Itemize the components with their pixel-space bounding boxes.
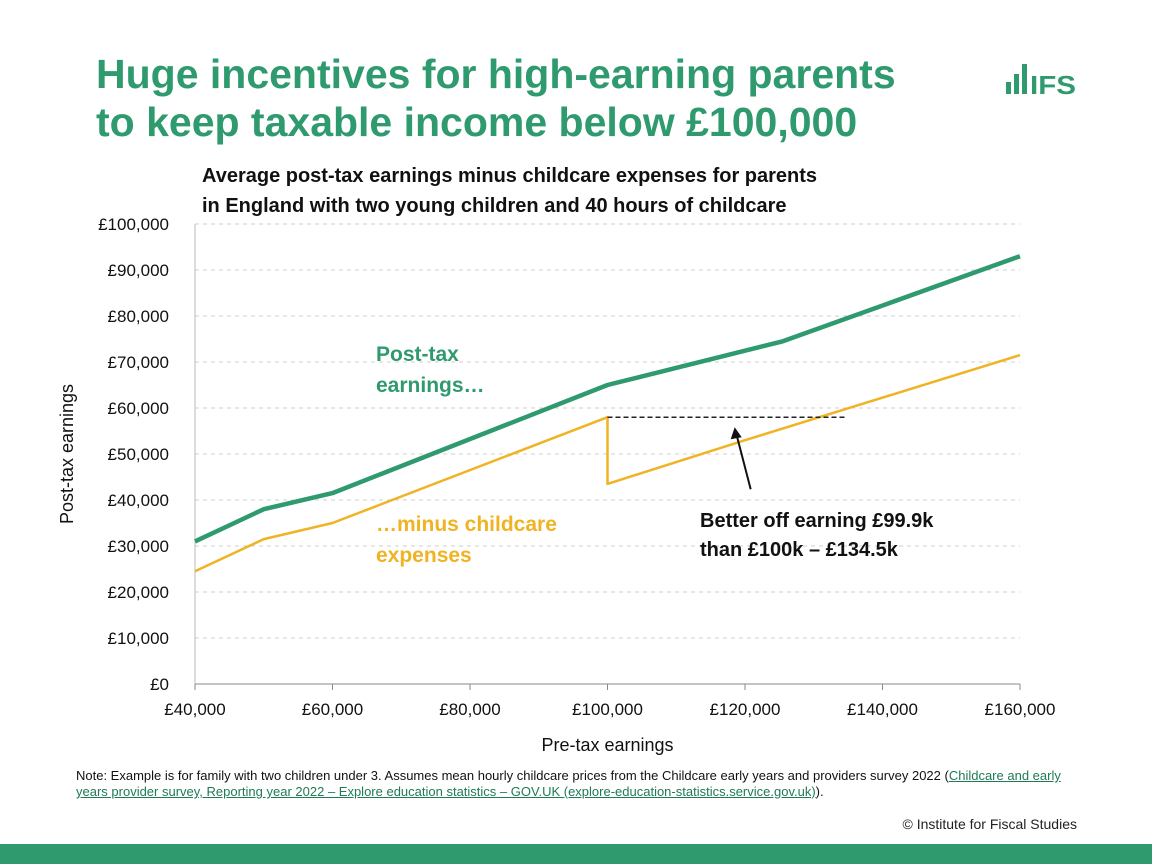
y-tick-label: £90,000 xyxy=(107,261,169,280)
annotation-arrowhead xyxy=(731,427,742,439)
x-axis-title: Pre-tax earnings xyxy=(541,735,674,755)
y-tick-label: £70,000 xyxy=(107,353,169,372)
note-prefix: Note: Example is for family with two children under 3. Assumes mean hourly childcare prices from the Childcare early years and providers survey 2022 ( xyxy=(76,768,949,783)
footnote xyxy=(76,768,1076,800)
slide-title xyxy=(96,50,996,146)
line-chart xyxy=(0,150,1152,760)
chart-title-line-2: in England with two young children and 40 hours of childcare xyxy=(202,195,787,217)
x-tick-label: £160,000 xyxy=(984,700,1056,719)
survey-link[interactable]: Childcare and early years provider survey, Reporting year 2022 – Explore education statistics – GOV.UK (explore-education-statistics.service.gov.uk) xyxy=(76,768,1061,799)
y-tick-label: £60,000 xyxy=(107,399,169,418)
y-axis-title: Post-tax earnings xyxy=(57,383,77,525)
post-tax-earnings-label: Post-tax xyxy=(376,343,459,366)
x-tick-label: £120,000 xyxy=(709,700,781,719)
annotation xyxy=(608,417,935,561)
copyright: © Institute for Fiscal Studies xyxy=(902,816,1077,832)
minus-childcare-label: expenses xyxy=(376,544,472,567)
x-tick-label: £140,000 xyxy=(847,700,918,719)
y-tick-label: £10,000 xyxy=(107,629,169,648)
x-tick-label: £60,000 xyxy=(301,700,364,719)
y-tick-label: £50,000 xyxy=(107,445,169,464)
ifs-logo xyxy=(1006,60,1078,96)
slide-title-line-1: Huge incentives for high-earning parents xyxy=(96,51,896,97)
x-tick-label: £40,000 xyxy=(164,700,226,719)
x-tick-label: £100,000 xyxy=(572,700,643,719)
annotation-text-line-2: than £100k – £134.5k xyxy=(700,539,898,561)
post-tax-earnings-label: earnings… xyxy=(376,374,485,397)
y-tick-label: £80,000 xyxy=(107,307,169,326)
y-tick-label: £20,000 xyxy=(107,583,169,602)
post-tax-earnings-line xyxy=(195,256,1020,541)
bottom-brand-bar xyxy=(0,844,1152,864)
y-tick-label: £40,000 xyxy=(107,491,169,510)
x-tick-label: £80,000 xyxy=(439,700,501,719)
minus-childcare-label: …minus childcare xyxy=(376,513,557,536)
chart-title-line-1: Average post-tax earnings minus childcare expenses for parents xyxy=(202,165,818,187)
annotation-text-line-1: Better off earning £99.9k xyxy=(700,510,934,532)
slide-title-line-2: to keep taxable income below £100,000 xyxy=(96,99,858,145)
annotation-arrow-shaft xyxy=(737,435,751,489)
y-tick-label: £0 xyxy=(150,675,169,694)
labels xyxy=(376,343,557,567)
y-tick-label: £30,000 xyxy=(107,537,169,556)
logo-text: IFS xyxy=(1030,70,1076,96)
y-tick-label: £100,000 xyxy=(98,215,169,234)
note-suffix: ). xyxy=(815,784,824,799)
